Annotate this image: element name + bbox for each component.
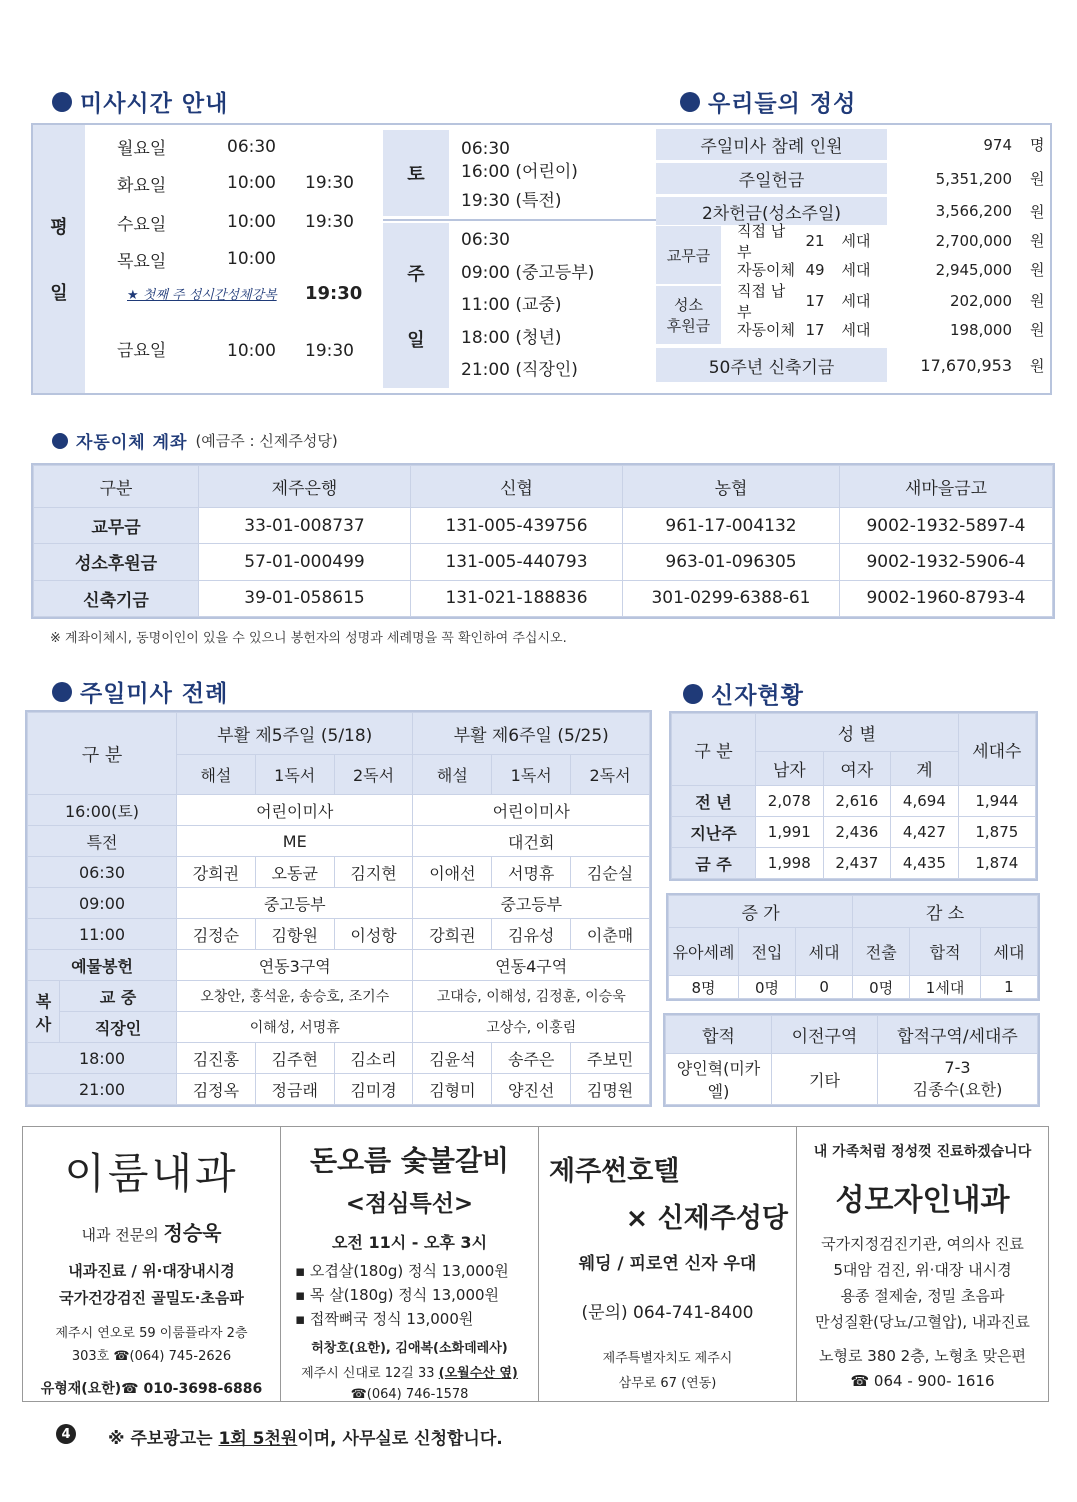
- liturgy-table: 구 분 부활 제5주일 (5/18) 부활 제6주일 (5/25) 해설 1독서 2독서 해설 1독서 2독서 16:00(토) 어린이미사 어린이미사 특전 ME 대건회 06:30 강희권 오동균 김지현 이애선 서명휴 김순실 09:00 중고등부 중고등부 11:00 김정순 김항원 이성항 강희권 김유성 이춘매 예물봉헌 연동3구역 연동4구역 복 사 교 중 오창안, 홍석윤, 송승호, 조기수 고대승, 이해성, 김정훈, 이승욱 직장인 이해성, 서명휴 고상수, 이홍림 18:00 김진홍 김주현 김소리 김윤석 송주은 주보민 21:00 김정옥 정금래 김미경 김형미 양진선 김명원: [27, 712, 650, 1105]
- account-section-title: 자동이체 계좌 (예금주 : 신제주성당): [52, 428, 338, 453]
- table-row: 16:00(토) 어린이미사 어린이미사: [28, 795, 650, 826]
- table-row: 특전 ME 대건회: [28, 826, 650, 857]
- table-row: 21:00 김정옥 정금래 김미경 김형미 양진선 김명원: [28, 1074, 650, 1105]
- ads-box: [22, 1126, 1049, 1402]
- footer-note: ※ 주보광고는 1회 5천원이며, 사무실로 신청합니다.: [108, 1429, 503, 1449]
- bullet-icon: [683, 684, 703, 704]
- account-table: 구분 제주은행 신협 농협 새마을금고 교무금 33-01-008737 131-005-439756 961-17-004132 9002-1932-5897-4 성소후원금 57-01-000499 131-005-440793 963-01-096305 9002-1932-5906-4 신축기금 39-01-058615 131-021-188836 301-0299-6388-61 9002-1960-8793-4: [33, 465, 1053, 617]
- table-row: 09:00 중고등부 중고등부: [28, 888, 650, 919]
- table-row: 8명 0명 0 0명 1세대 1: [669, 976, 1038, 999]
- bullet-icon: [52, 92, 72, 112]
- bullet-icon: [52, 682, 72, 702]
- liturgy-table-box: [25, 710, 652, 1107]
- account-note: ※ 계좌이체시, 동명이인이 있을 수 있으니 봉헌자의 성명과 세례명을 꼭 확인하여 주십시오.: [50, 631, 567, 646]
- mass-section-title: 미사시간 안내: [52, 85, 228, 118]
- table-row: 예물봉헌 연동3구역 연동4구역: [28, 950, 650, 981]
- table-row: 교무금 33-01-008737 131-005-439756 961-17-004132 9002-1932-5897-4: [34, 508, 1053, 544]
- bullet-icon: [52, 433, 68, 449]
- table-row: 복 사 교 중 오창안, 홍석윤, 송승호, 조기수 고대승, 이해성, 김정훈, 이승욱: [28, 981, 650, 1012]
- table-row: 전 년 2,078 2,616 4,694 1,944: [672, 786, 1036, 817]
- change-table-box: [666, 893, 1040, 1001]
- account-table-box: [31, 463, 1055, 619]
- mass-schedule-box: [31, 123, 1052, 395]
- table-row: 11:00 김정순 김항원 이성항 강희권 김유성 이춘매: [28, 919, 650, 950]
- table-row: 06:30 강희권 오동균 김지현 이애선 서명휴 김순실: [28, 857, 650, 888]
- ad-sunhotel: 제주썬호텔 × 신제주성당 웨딩 / 피로연 신자 우대 (문의) 064-741-8400 제주특별자치도 제주시 삼무로 67 (연동): [539, 1127, 797, 1401]
- believers-table: 구 분 성 별 세대수 남자 여자 계 전 년 2,078 2,616 4,694 1,944 지난주 1,991 2,436 4,427 1,875 금 주 1,998 2,437 4,435 1,874: [671, 713, 1036, 879]
- sunday-times: 06:30 09:00 (중고등부) 11:00 (교중) 18:00 (청년) 21:00 (직장인): [461, 230, 595, 380]
- table-row: 직장인 이해성, 서명휴 고상수, 이홍림: [28, 1012, 650, 1043]
- believers-table-box: [669, 711, 1038, 881]
- page-number: 4: [56, 1424, 76, 1444]
- ad-donoreum: 돈오름 숯불갈비 <점심특선> 오전 11시 - 오후 3시 ▪ 오겹살(180g) 정식 13,000원 ▪ 목 살(180g) 정식 13,000원 ▪ 접짝뼈국 정식 13,000원 허창호(요한), 김애복(소화데레사) 제주시 신대로 12길 33 (오월수산 옆) ☎(064) 746-1578: [281, 1127, 539, 1401]
- change-table: 증 가 감 소 유아세례 전입 세대 전출 합적 세대 8명 0명 0 0명 1세대 1: [668, 895, 1038, 999]
- ad-irum: 이룸내과 내과 전문의 정승욱 내과진료 / 위·대장내시경 국가건강검진 골밀도·초음파 제주시 연오로 59 이룸플라자 2층 303호 ☎(064) 745-2626 유형재(요한)☎ 010-3698-6886: [23, 1127, 281, 1401]
- table-row: 18:00 김진홍 김주현 김소리 김윤석 송주은 주보민: [28, 1043, 650, 1074]
- table-row: 양인혁(미카엘) 기타 7-3 김종수(요한): [666, 1054, 1038, 1105]
- saturday-label: 토: [383, 130, 449, 216]
- table-row: 신축기금 39-01-058615 131-021-188836 301-0299-6388-61 9002-1960-8793-4: [34, 580, 1053, 616]
- table-row: 금 주 1,998 2,437 4,435 1,874: [672, 848, 1036, 879]
- offering-section-title: 우리들의 정성: [680, 85, 856, 118]
- believers-section-title: 신자현황: [683, 677, 804, 710]
- liturgy-section-title: 주일미사 전례: [52, 675, 228, 708]
- weekday-label: 평 일: [33, 125, 85, 393]
- saturday-times: 06:30 16:00 (어린이) 19:30 (특전): [461, 139, 578, 211]
- offering-table: 주일미사 참례 인원 974 명 주일헌금 5,351,200 원 2차헌금(성소주일) 3,566,200 원 교무금 직접 납부 21 세대 2,700,000 원 자동이체 49 세대 2,945,000 원 성소 후원금 직접 납부 17 세대 202,000 원 자동이체 17 세대 198,000 원 50주년 신축기금 17,670,953 원: [656, 128, 1050, 392]
- weekday-times: 월요일 06:30 화요일 10:00 19:30 수요일 10:00 19:30 목요일 10:00 ★ 첫째 주 성시간성체강복 19:30 금요일 10:00 19:30: [117, 136, 363, 361]
- table-row: 지난주 1,991 2,436 4,427 1,875: [672, 817, 1036, 848]
- merge-table-box: [663, 1013, 1040, 1107]
- divider: [383, 219, 658, 221]
- ad-seongmo: 내 가족처럼 정성껏 진료하겠습니다 성모자인내과 국가지정검진기관, 여의사 진료 5대암 검진, 위·대장 내시경 용종 절제술, 정밀 초음파 만성질환(당뇨/고혈압), 내과진료 노형로 380 2층, 노형초 맞은편 ☎ 064 - 900- 1616: [813, 1144, 1032, 1390]
- merge-table: 합적 이전구역 합적구역/세대주 양인혁(미카엘) 기타 7-3 김종수(요한): [665, 1015, 1038, 1105]
- table-row: 성소후원금 57-01-000499 131-005-440793 963-01-096305 9002-1932-5906-4: [34, 544, 1053, 580]
- bullet-icon: [680, 92, 700, 112]
- sunday-label: 주 일: [383, 223, 449, 388]
